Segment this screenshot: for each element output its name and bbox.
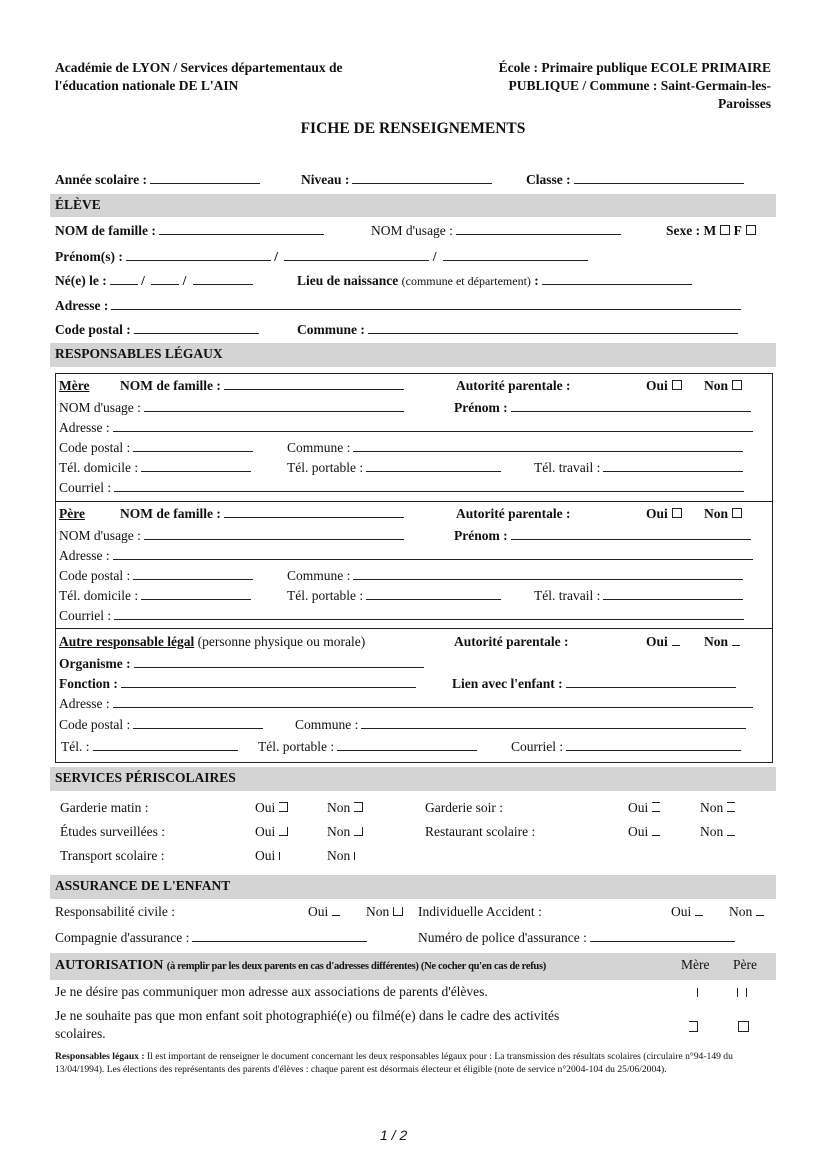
rc-non-checkbox[interactable]	[393, 907, 403, 916]
autre-adresse-field[interactable]	[113, 696, 753, 708]
section-services-title: SERVICES PÉRISCOLAIRES	[55, 770, 236, 785]
pere-nom-field[interactable]	[224, 506, 404, 518]
header-right-2: PUBLIQUE / Commune : Saint-Germain-les-	[508, 78, 771, 93]
autre-courriel-label: Courriel :	[511, 739, 564, 754]
pere-cp-field[interactable]	[133, 568, 253, 580]
autorisation-photo-text-1: Je ne souhaite pas que mon enfant soit photographié(e) ou filmé(e) dans le cadre des activités	[55, 1008, 560, 1023]
service-oui-checkbox[interactable]	[652, 827, 660, 836]
mere-oui-checkbox[interactable]	[672, 380, 682, 390]
pere-adresse-label: Adresse :	[59, 548, 110, 563]
pere-tel-trav-field[interactable]	[603, 588, 743, 600]
section-assurance-title: ASSURANCE DE L'ENFANT	[55, 878, 231, 893]
autre-tel-field[interactable]	[93, 739, 238, 751]
adresse-label: Adresse :	[55, 298, 109, 313]
mere-courriel-field[interactable]	[114, 480, 744, 492]
oui-label: Oui	[628, 824, 649, 839]
mere-nom-usage-label: NOM d'usage :	[59, 400, 141, 415]
mere-tel-port-label: Tél. portable :	[287, 460, 364, 475]
pere-courriel-field[interactable]	[114, 608, 744, 620]
mere-courriel-label: Courriel :	[59, 480, 112, 495]
service-label: Restaurant scolaire :	[425, 824, 536, 839]
eleve-nom-field[interactable]	[159, 223, 324, 235]
autre-cp-label: Code postal :	[59, 717, 131, 732]
oui-label: Oui	[628, 800, 649, 815]
pere-non-checkbox[interactable]	[732, 508, 742, 518]
mere-tel-port-field[interactable]	[366, 460, 501, 472]
lieu-note: (commune et département)	[401, 274, 531, 288]
sexe-f-label: F	[733, 223, 742, 238]
sexe-f-checkbox[interactable]	[746, 225, 756, 235]
mere-adresse-label: Adresse :	[59, 420, 110, 435]
adresse-field[interactable]	[111, 298, 741, 310]
pere-tel-port-label: Tél. portable :	[287, 588, 364, 603]
autre-autorite-label: Autorité parentale :	[454, 634, 569, 649]
oui-label: Oui	[255, 848, 276, 863]
annee-naissance-field[interactable]	[193, 273, 253, 285]
section-autorisation	[50, 953, 776, 980]
sexe-m-checkbox[interactable]	[720, 225, 730, 235]
autre-commune-label: Commune :	[295, 717, 359, 732]
police-field[interactable]	[590, 930, 735, 942]
section-eleve	[50, 194, 776, 217]
non-label: Non	[700, 800, 724, 815]
page-title: FICHE DE RENSEIGNEMENTS	[300, 120, 526, 137]
oui-label: Oui	[255, 824, 276, 839]
mere-oui-label: Oui	[646, 378, 668, 393]
header-right-1: École : Primaire publique ECOLE PRIMAIRE	[498, 60, 771, 75]
mere-commune-field[interactable]	[353, 440, 743, 452]
jour-field[interactable]	[110, 273, 138, 285]
service-non-checkbox[interactable]	[354, 802, 363, 812]
prenom1-field[interactable]	[126, 249, 271, 261]
service-label: Transport scolaire :	[60, 848, 165, 863]
ia-non-checkbox[interactable]	[756, 907, 764, 916]
service-oui-checkbox[interactable]	[279, 802, 288, 812]
footnote-text: Il est important de renseigner le document concernant les deux responsables légaux pour : La transmission des résultats scolaires (circulaire n°94-149 du 13/04/1994). Les élections des représentants des parents d'élèves : chaque parent est désormais électeur et éligible (note de service n°2004-104 du 25/06/2004).	[55, 1051, 733, 1075]
section-responsables-title: RESPONSABLES LÉGAUX	[55, 346, 223, 361]
pere-adresse-field[interactable]	[113, 548, 753, 560]
autre-commune-field[interactable]	[361, 717, 746, 729]
lieu-label: Lieu de naissance	[297, 273, 399, 288]
sexe-label: Sexe :	[666, 223, 701, 238]
pere-tel-port-field[interactable]	[366, 588, 501, 600]
commune-field[interactable]	[368, 322, 738, 334]
divider	[55, 501, 773, 502]
rc-oui-checkbox[interactable]	[332, 907, 340, 916]
autorisation-photo-text-2: scolaires.	[55, 1026, 106, 1041]
mere-tel-trav-label: Tél. travail :	[534, 460, 601, 475]
non-label: Non	[704, 634, 729, 649]
non-label: Non	[700, 824, 724, 839]
footnote	[55, 1050, 775, 1076]
autre-adresse-label: Adresse :	[59, 696, 110, 711]
annee-label: Année scolaire :	[55, 172, 147, 187]
autre-oui-checkbox[interactable]	[672, 637, 680, 646]
service-non-checkbox[interactable]	[727, 802, 735, 812]
autorisation-note: (à remplir par les deux parents en cas d'adresses différentes) (Ne cocher qu'en cas de refus)	[166, 961, 546, 972]
oui-label: Oui	[255, 800, 276, 815]
lien-label: Lien avec l'enfant :	[452, 676, 563, 691]
mere-nom-label: NOM de famille :	[120, 378, 221, 393]
footnote-title: Responsables légaux :	[55, 1051, 145, 1062]
header-left-1: Académie de LYON / Services départementaux de	[55, 60, 343, 75]
eleve-nom-usage-label: NOM d'usage :	[371, 223, 453, 238]
page-number: 1 / 2	[380, 1127, 408, 1143]
col-pere: Père	[733, 957, 757, 972]
photo-mere-checkbox[interactable]	[689, 1021, 698, 1032]
service-non-checkbox[interactable]	[354, 852, 355, 860]
classe-label: Classe :	[526, 172, 571, 187]
pere-non-label: Non	[704, 506, 729, 521]
header-right-3: Paroisses	[718, 96, 771, 111]
pere-courriel-label: Courriel :	[59, 608, 112, 623]
mere-commune-label: Commune :	[287, 440, 351, 455]
rc-label: Responsabilité civile :	[55, 904, 175, 919]
pere-oui-label: Oui	[646, 506, 668, 521]
mere-title: Mère	[59, 378, 90, 393]
adresse-pere-checkbox[interactable]	[737, 988, 747, 997]
oui-label: Oui	[308, 904, 329, 919]
prenom3-field[interactable]	[443, 249, 588, 261]
non-label: Non	[327, 800, 351, 815]
pere-title: Père	[59, 506, 85, 521]
service-label: Études surveillées :	[60, 824, 165, 839]
compagnie-label: Compagnie d'assurance :	[55, 930, 190, 945]
eleve-nom-label: NOM de famille :	[55, 223, 156, 238]
pere-tel-trav-label: Tél. travail :	[534, 588, 601, 603]
organisme-label: Organisme :	[59, 656, 131, 671]
pere-prenom-field[interactable]	[511, 528, 751, 540]
autorisation-adresse-text: Je ne désire pas communiquer mon adresse aux associations de parents d'élèves.	[55, 984, 488, 999]
annee-field[interactable]	[150, 172, 260, 184]
adresse-mere-checkbox[interactable]	[697, 988, 698, 997]
section-assurance	[50, 875, 776, 899]
lien-field[interactable]	[566, 676, 736, 688]
oui-label: Oui	[646, 634, 668, 649]
photo-pere-checkbox[interactable]	[738, 1021, 749, 1032]
prenom2-field[interactable]	[284, 249, 429, 261]
autre-courriel-field[interactable]	[566, 739, 741, 751]
section-services	[50, 767, 776, 791]
mere-prenom-label: Prénom :	[454, 400, 508, 415]
sexe-m-label: M	[703, 223, 717, 238]
niveau-label: Niveau :	[301, 172, 350, 187]
service-oui-checkbox[interactable]	[652, 802, 660, 812]
pere-commune-field[interactable]	[353, 568, 743, 580]
eleve-nom-usage-field[interactable]	[456, 223, 621, 235]
pere-tel-dom-field[interactable]	[141, 588, 251, 600]
prenoms-label: Prénom(s) :	[55, 249, 123, 264]
service-oui-checkbox[interactable]	[279, 827, 288, 836]
autre-cp-field[interactable]	[133, 717, 263, 729]
niveau-field[interactable]	[352, 172, 492, 184]
colon: :	[534, 273, 539, 288]
autre-portable-field[interactable]	[337, 739, 477, 751]
service-label: Garderie soir :	[425, 800, 503, 815]
mere-nom-usage-field[interactable]	[144, 400, 404, 412]
ia-oui-checkbox[interactable]	[695, 907, 703, 916]
pere-commune-label: Commune :	[287, 568, 351, 583]
classe-field[interactable]	[574, 172, 744, 184]
section-responsables	[50, 343, 776, 367]
section-eleve-title: ÉLÈVE	[55, 197, 101, 212]
pere-autorite-label: Autorité parentale :	[456, 506, 571, 521]
cp-field[interactable]	[134, 322, 259, 334]
autre-non-checkbox[interactable]	[732, 637, 740, 646]
police-label: Numéro de police d'assurance :	[418, 930, 587, 945]
oui-label: Oui	[671, 904, 692, 919]
ia-label: Individuelle Accident :	[418, 904, 542, 919]
non-label: Non	[327, 848, 351, 863]
col-mere: Mère	[681, 957, 710, 972]
mere-adresse-field[interactable]	[113, 420, 753, 432]
non-label: Non	[366, 904, 390, 919]
pere-oui-checkbox[interactable]	[672, 508, 682, 518]
autre-title: Autre responsable légal	[59, 634, 195, 649]
commune-label: Commune :	[297, 322, 365, 337]
naissance-label: Né(e) le :	[55, 273, 107, 288]
form-page: Académie de LYON / Services départementaux de l'éducation nationale DE L'AIN École : Primaire publique ECOLE PRIMAIRE PUBLIQUE / Commune : Saint-Germain-les- Paroisses FICHE DE RENSEIGNEMENTS Année scolaire : Niveau : Classe : ÉLÈVE NOM de famille : NOM d'usage : Sexe : M F Prénom(s) : / / Né(e) le : / / Lieu de naissance (commune et département) : Adresse : Code postal : Commune : RESPONSABLES LÉGAUX Mère NOM de famille : Autorité parentale : Oui Non NOM d'usage : Prénom : Adresse : Code postal : Commune : Tél. domicile : Tél. portable : Tél. travail : Courriel : Père NOM de famille : Autorité parentale : Oui Non NOM d'usage : Prénom : Adresse : Code postal : Commune : Tél. domicile : Tél. portable : Tél. travail : Courriel : Autre responsable légal (personne physique ou morale) Autorité parentale : Oui Non Organisme : Fonction : Lien avec l'enfant : Adresse : Code postal : Commune : Tél. : Tél. portable : Courriel : SERVICES PÉRISCOLAIRES Garderie matin : Oui Non Garderie soir : Oui Non Études surveillées : Oui Non Restaurant scolaire : Oui Non Transport scolaire : Oui Non ASSURANCE DE L'ENFANT Responsabilité civile : Oui Non Individuelle Accident : Oui Non Compagnie d'assurance : Numéro de police d'assurance : AUTORISATION (à remplir par les deux parents en cas d'adresses différentes) (Ne cocher qu'en cas de refus) Mère Père Je ne désire pas communiquer mon adresse aux associations de parents d'élèves. Je ne souhaite pas que mon enfant soit photographié(e) ou filmé(e) dans le cadre des activités scolaires. Responsables légaux : Il est important de renseigner le document concernant les deux responsables légaux pour : La transmission des résultats scolaires (circulaire n°94-149 du 13/04/1994). Les élections des représentants des parents d'élèves : chaque parent est désormais électeur et éligible (note de service n°2004-104 du 25/06/2004). 1 / 2	[0, 0, 826, 1169]
pere-prenom-label: Prénom :	[454, 528, 508, 543]
autre-tel-label: Tél. :	[61, 739, 90, 754]
autre-portable-label: Tél. portable :	[258, 739, 335, 754]
mere-cp-label: Code postal :	[59, 440, 131, 455]
fonction-label: Fonction :	[59, 676, 118, 691]
mere-non-label: Non	[704, 378, 729, 393]
mere-cp-field[interactable]	[133, 440, 253, 452]
service-oui-checkbox[interactable]	[279, 852, 280, 860]
divider	[55, 628, 773, 629]
pere-nom-usage-field[interactable]	[144, 528, 404, 540]
service-label: Garderie matin :	[60, 800, 149, 815]
non-label: Non	[729, 904, 753, 919]
mere-autorite-label: Autorité parentale :	[456, 378, 571, 393]
cp-label: Code postal :	[55, 322, 131, 337]
pere-nom-usage-label: NOM d'usage :	[59, 528, 141, 543]
fonction-field[interactable]	[121, 676, 416, 688]
pere-cp-label: Code postal :	[59, 568, 131, 583]
compagnie-field[interactable]	[192, 930, 367, 942]
lieu-field[interactable]	[542, 273, 692, 285]
organisme-field[interactable]	[134, 656, 424, 668]
header-left-2: l'éducation nationale DE L'AIN	[55, 78, 239, 93]
service-non-checkbox[interactable]	[727, 827, 735, 836]
mois-field[interactable]	[151, 273, 179, 285]
mere-prenom-field[interactable]	[511, 400, 751, 412]
service-non-checkbox[interactable]	[354, 827, 363, 836]
mere-nom-field[interactable]	[224, 378, 404, 390]
mere-tel-dom-label: Tél. domicile :	[59, 460, 139, 475]
autorisation-title: AUTORISATION	[55, 958, 164, 973]
non-label: Non	[327, 824, 351, 839]
autre-note: (personne physique ou morale)	[197, 634, 366, 649]
mere-tel-trav-field[interactable]	[603, 460, 743, 472]
mere-tel-dom-field[interactable]	[141, 460, 251, 472]
pere-nom-label: NOM de famille :	[120, 506, 221, 521]
mere-non-checkbox[interactable]	[732, 380, 742, 390]
pere-tel-dom-label: Tél. domicile :	[59, 588, 139, 603]
